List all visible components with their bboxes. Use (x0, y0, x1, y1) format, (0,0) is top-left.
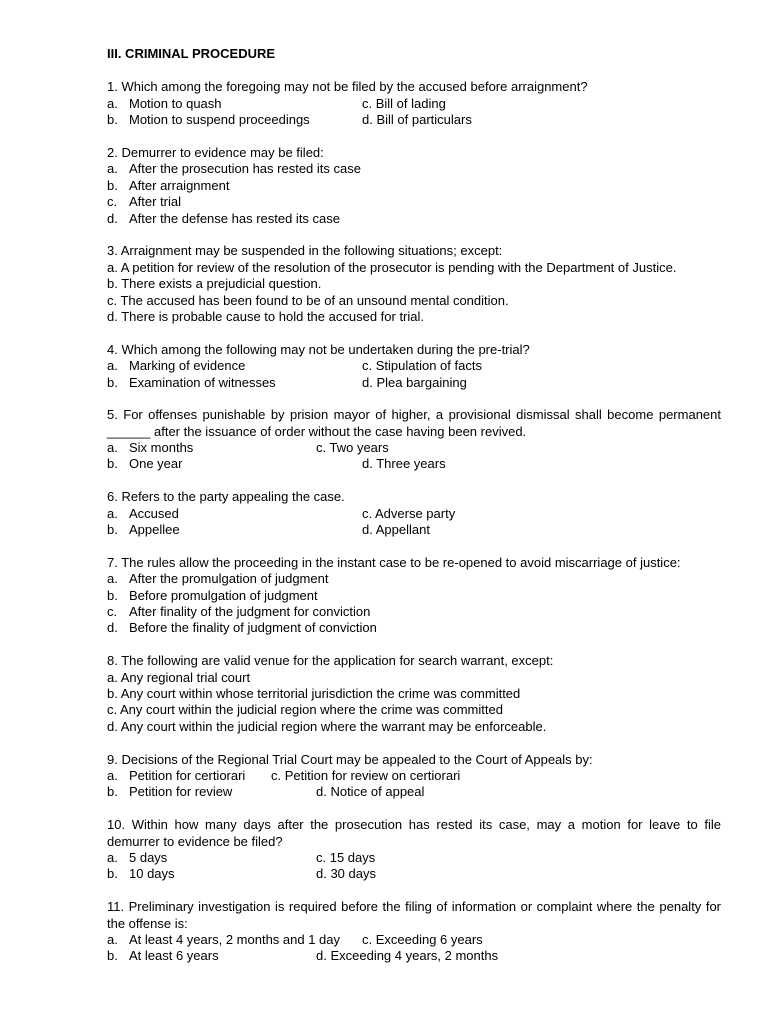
option-c: c. The accused has been found to be of an unsound mental condition. (107, 292, 509, 308)
option-label: a. (107, 161, 118, 177)
option-label: a. (107, 931, 118, 947)
document-body (107, 46, 721, 981)
option-label: b. (107, 456, 118, 472)
question-7-stem: 7. The rules allow the proceeding in the instant case to be re-opened to avoid miscarriage of justice: (107, 554, 681, 570)
option-label: c. (107, 604, 118, 620)
option-a: After the promulgation of judgment (129, 571, 329, 587)
question-7 (107, 555, 721, 637)
option-label: b. (107, 866, 118, 882)
option-d: d. Notice of appeal (316, 784, 425, 800)
option-label: b. (107, 374, 118, 390)
question-1-stem: 1. Which among the foregoing may not be filed by the accused before arraignment? (107, 79, 588, 95)
question-10-stem: 10. Within how many days after the prosecution has rested its case, may a motion for leave to file demurrer to evidence be filed? (107, 817, 721, 849)
question-3 (107, 243, 721, 325)
option-b: Before promulgation of judgment (129, 587, 318, 603)
option-label: a. (107, 505, 118, 521)
option-b: Examination of witnesses (129, 374, 276, 390)
question-11 (107, 899, 721, 965)
option-label: b. (107, 112, 118, 128)
option-b: Petition for review (129, 784, 233, 800)
option-b: One year (129, 456, 183, 472)
option-label: b. (107, 587, 118, 603)
option-b: b. There exists a prejudicial question. (107, 276, 322, 292)
option-b: Motion to suspend proceedings (129, 112, 310, 128)
option-label: a. (107, 767, 118, 783)
option-a: Six months (129, 440, 194, 456)
section-title: III. CRIMINAL PROCEDURE (107, 46, 276, 61)
option-a: Marking of evidence (129, 358, 246, 374)
question-6-stem: 6. Refers to the party appealing the case. (107, 489, 345, 505)
option-d: d. 30 days (316, 866, 376, 882)
option-b: b. Any court within whose territorial jurisdiction the crime was committed (107, 686, 521, 701)
option-a: After the prosecution has rested its case (129, 161, 361, 177)
option-a: 5 days (129, 849, 168, 865)
option-a: At least 4 years, 2 months and 1 day (129, 931, 341, 947)
option-c: c. Stipulation of facts (362, 358, 482, 374)
question-10 (107, 817, 721, 883)
option-a: Motion to quash (129, 95, 222, 111)
option-d: d. Plea bargaining (362, 374, 467, 390)
option-label: b. (107, 948, 118, 964)
option-label: a. (107, 440, 118, 456)
option-a: Accused (129, 505, 179, 521)
question-11-stem: 11. Preliminary investigation is required before the filing of information or complaint where the penalty for the offense is: (107, 899, 721, 931)
option-a: a. A petition for review of the resolution of the prosecutor is pending with the Department of Justice. (107, 259, 677, 275)
option-b: Appellee (129, 522, 180, 538)
option-b: At least 6 years (129, 948, 219, 964)
option-label: c. (107, 194, 118, 210)
question-6 (107, 489, 721, 538)
option-a: Petition for certiorari (129, 767, 246, 783)
question-8 (107, 653, 721, 735)
option-d: Before the finality of judgment of conviction (129, 620, 377, 636)
question-9 (107, 752, 721, 801)
question-2 (107, 145, 721, 227)
option-label: a. (107, 358, 118, 374)
option-label: a. (107, 571, 118, 587)
option-label: d. (107, 210, 118, 226)
option-c: c. Petition for review on certiorari (271, 767, 461, 783)
option-b: 10 days (129, 866, 175, 882)
option-c: After trial (129, 194, 182, 210)
question-1 (107, 79, 721, 128)
option-label: a. (107, 849, 118, 865)
option-c: c. 15 days (316, 849, 376, 865)
option-label: b. (107, 784, 118, 800)
option-label: b. (107, 177, 118, 193)
question-5 (107, 407, 721, 473)
option-label: a. (107, 95, 118, 111)
option-c: c. Exceeding 6 years (362, 931, 483, 947)
question-4 (107, 342, 721, 391)
question-4-stem: 4. Which among the following may not be undertaken during the pre-trial? (107, 341, 530, 357)
question-2-stem: 2. Demurrer to evidence may be filed: (107, 144, 324, 160)
option-d: d. Exceeding 4 years, 2 months (316, 948, 499, 964)
option-d: After the defense has rested its case (129, 210, 341, 226)
option-d: d. Bill of particulars (362, 112, 472, 128)
option-d: d. Three years (362, 456, 446, 472)
question-5-stem: 5. For offenses punishable by prision mayor of higher, a provisional dismissal shall become permanent ______ after the issuance of order without the case having been revived. (107, 407, 721, 439)
option-b: After arraignment (129, 177, 230, 193)
question-8-stem: 8. The following are valid venue for the application for search warrant, except: (107, 653, 554, 669)
option-c: After finality of the judgment for conviction (129, 604, 371, 620)
option-c: c. Two years (316, 440, 389, 456)
question-9-stem: 9. Decisions of the Regional Trial Court may be appealed to the Court of Appeals by: (107, 751, 593, 767)
option-label: b. (107, 522, 118, 538)
question-3-stem: 3. Arraignment may be suspended in the following situations; except: (107, 243, 503, 259)
option-c: c. Any court within the judicial region where the crime was committed (107, 702, 503, 718)
option-c: c. Bill of lading (362, 95, 446, 111)
option-c: c. Adverse party (362, 505, 456, 521)
option-a: a. Any regional trial court (107, 669, 251, 685)
option-d: d. Appellant (362, 522, 430, 538)
option-d: d. There is probable cause to hold the accused for trial. (107, 308, 425, 324)
option-label: d. (107, 620, 118, 636)
option-d: d. Any court within the judicial region where the warrant may be enforceable. (107, 718, 547, 734)
